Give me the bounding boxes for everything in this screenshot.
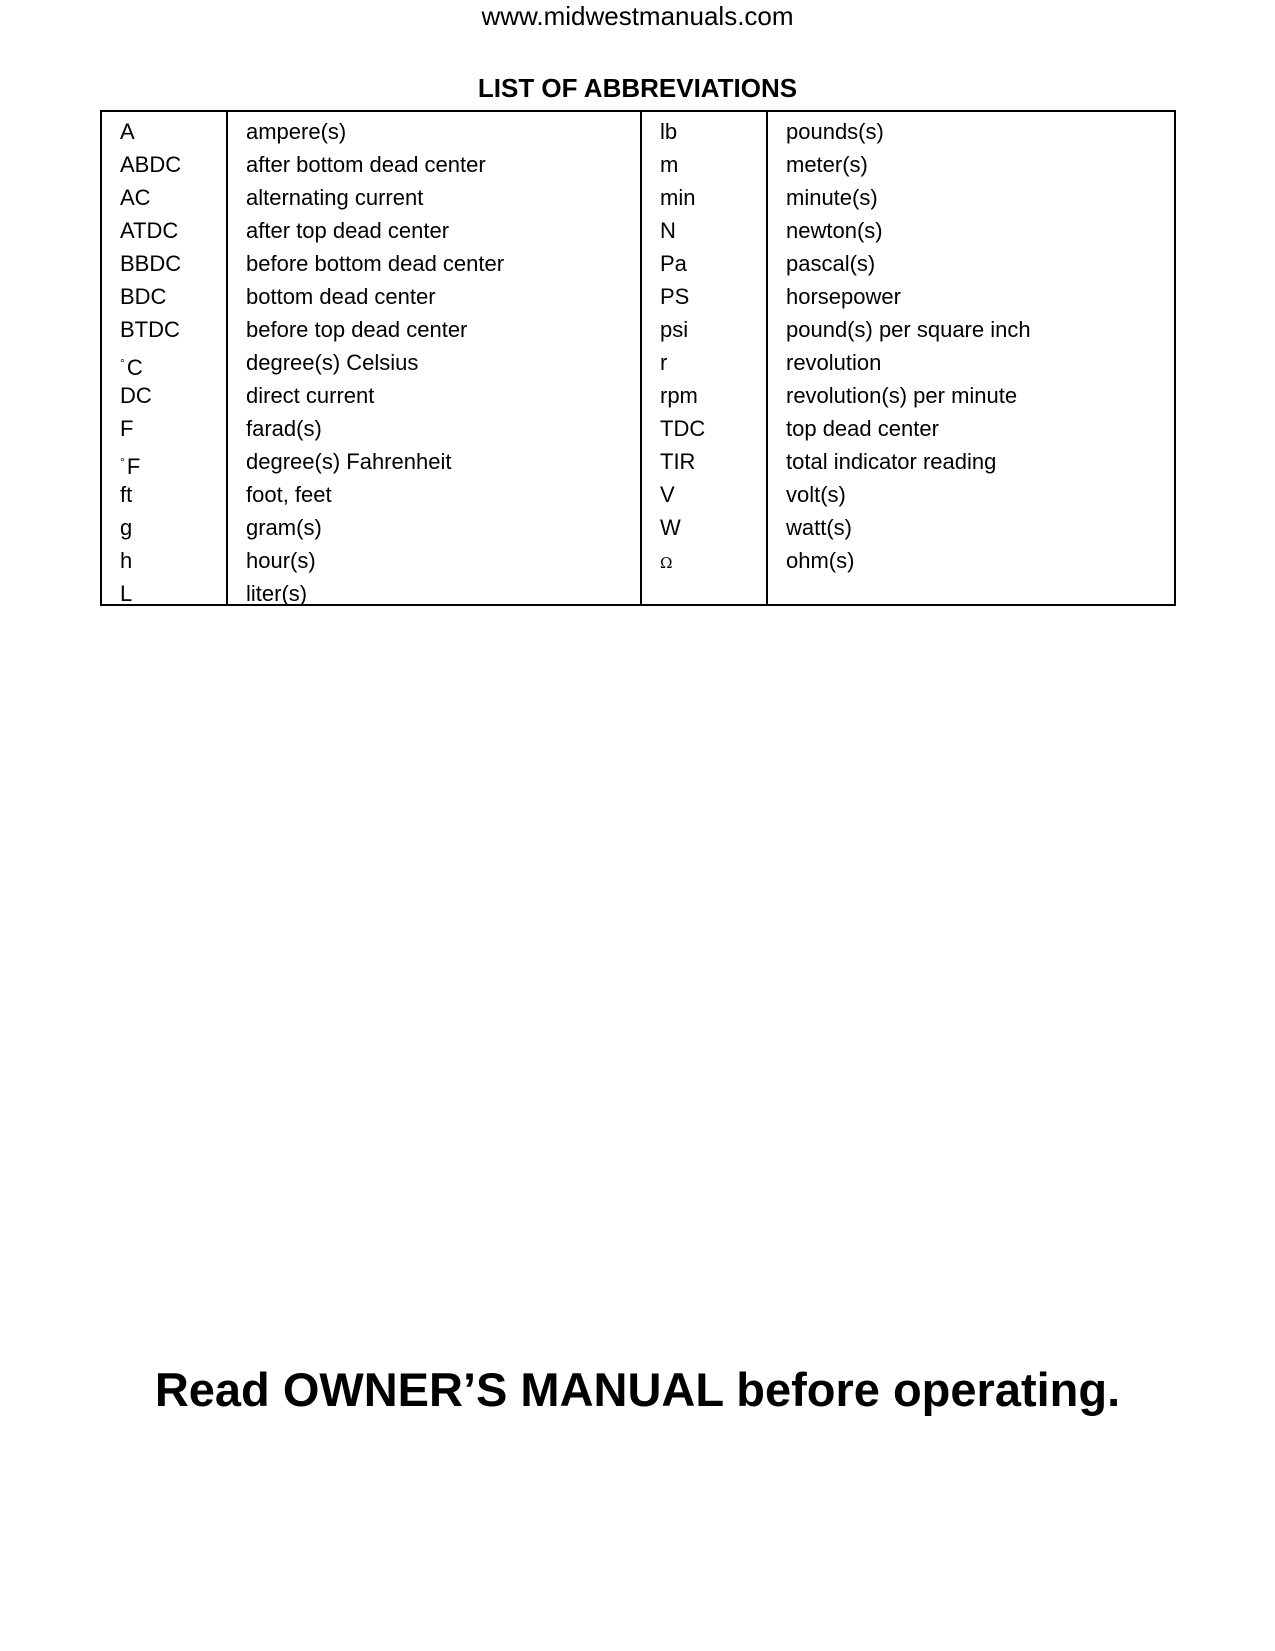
abbreviation: m — [660, 152, 679, 177]
abbreviation: ft — [120, 482, 133, 507]
abbreviation: DC — [120, 383, 152, 408]
right-meaning-column — [768, 112, 1174, 604]
abbreviation — [660, 546, 766, 579]
abbreviation: ABDC — [120, 152, 182, 177]
meaning: newton(s) — [786, 218, 883, 243]
abbreviation: rpm — [660, 383, 698, 408]
left-meaning-column — [228, 112, 642, 604]
abbreviations-table — [100, 110, 1176, 606]
meaning: degree(s) Celsius — [246, 350, 419, 375]
abbreviation: PS — [660, 284, 690, 309]
abbreviation: h — [120, 548, 133, 573]
abbreviation: g — [120, 515, 133, 540]
meaning: volt(s) — [786, 482, 846, 507]
meaning: bottom dead center — [246, 284, 436, 309]
abbreviation: r — [660, 350, 668, 375]
abbreviation-letter: C — [126, 355, 143, 380]
abbreviation: AC — [120, 185, 151, 210]
degree-sign: ° — [120, 455, 125, 469]
meaning: before bottom dead center — [246, 251, 505, 276]
right-abbreviation-column — [642, 112, 768, 604]
abbreviation: BTDC — [120, 317, 180, 342]
meaning: horsepower — [786, 284, 901, 309]
ohm-symbol: Ω — [660, 554, 673, 572]
abbreviation-letter: F — [126, 454, 141, 479]
meaning: liter(s) — [246, 581, 308, 606]
meaning: foot, feet — [246, 482, 332, 507]
abbreviation: TIR — [660, 449, 696, 474]
abbreviation: psi — [660, 317, 689, 342]
meaning: ampere(s) — [246, 119, 347, 144]
meaning: degree(s) Fahrenheit — [246, 449, 452, 474]
site-url[interactable]: www.midwestmanuals.com — [481, 1, 794, 31]
abbreviation: TDC — [660, 416, 706, 441]
abbreviation: min — [660, 185, 696, 210]
abbreviation: lb — [660, 119, 678, 144]
abbreviation: W — [660, 515, 681, 540]
meaning: pascal(s) — [786, 251, 876, 276]
meaning: hour(s) — [246, 548, 316, 573]
abbreviation: Pa — [660, 251, 687, 276]
abbreviation: L — [120, 581, 133, 606]
meaning: before top dead center — [246, 317, 468, 342]
meaning: watt(s) — [786, 515, 852, 540]
meaning: after bottom dead center — [246, 152, 486, 177]
abbreviation — [120, 447, 226, 480]
meaning: top dead center — [786, 416, 939, 441]
meaning: meter(s) — [786, 152, 868, 177]
owners-manual-notice: Read OWNER’S MANUAL before operating. — [154, 1363, 1121, 1416]
meaning: minute(s) — [786, 185, 878, 210]
meaning: pound(s) per square inch — [786, 317, 1031, 342]
abbreviation: BBDC — [120, 251, 182, 276]
page-title: LIST OF ABBREVIATIONS — [477, 73, 798, 103]
abbreviation: BDC — [120, 284, 167, 309]
meaning: revolution(s) per minute — [786, 383, 1018, 408]
meaning: pounds(s) — [786, 119, 884, 144]
meaning: after top dead center — [246, 218, 450, 243]
meaning: direct current — [246, 383, 375, 408]
abbreviation: V — [660, 482, 675, 507]
abbreviation — [120, 348, 226, 381]
meaning: ohm(s) — [786, 548, 855, 573]
meaning: total indicator reading — [786, 449, 997, 474]
meaning: revolution — [786, 350, 882, 375]
degree-sign: ° — [120, 356, 125, 370]
meaning: alternating current — [246, 185, 424, 210]
meaning: gram(s) — [246, 515, 322, 540]
abbreviation: ATDC — [120, 218, 179, 243]
abbreviation: A — [120, 119, 135, 144]
left-abbreviation-column — [102, 112, 228, 604]
meaning: farad(s) — [246, 416, 322, 441]
abbreviation: F — [120, 416, 134, 441]
abbreviation: N — [660, 218, 676, 243]
